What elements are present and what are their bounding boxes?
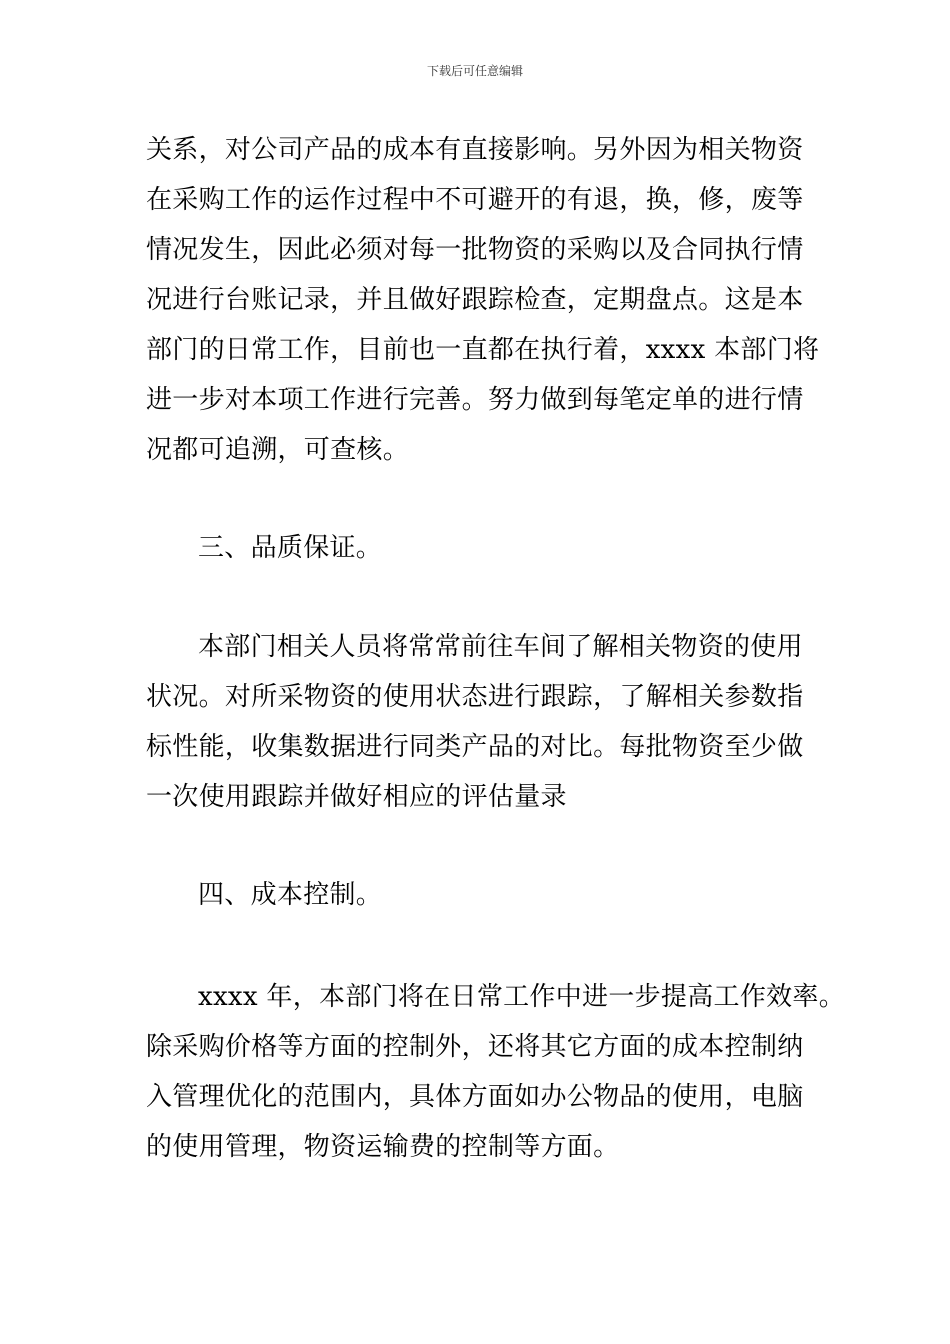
text-line: 的使用管理，物资运输费的控制等方面。 xyxy=(146,1132,620,1162)
text-line: 入管理优化的范围内，具体方面如办公物品的使用，电脑 xyxy=(146,1082,804,1112)
text-line: 状况。对所采物资的使用状态进行跟踪，了解相关参数指 xyxy=(146,682,804,712)
text-line: 情况发生，因此必须对每一批物资的采购以及合同执行情 xyxy=(146,235,804,265)
text-line: 在采购工作的运作过程中不可避开的有退，换，修，废等 xyxy=(146,185,804,215)
text-line: 进一步对本项工作进行完善。努力做到每笔定单的进行情 xyxy=(146,385,804,415)
text-line: xxxx 年，本部门将在日常工作中进一步提高工作效率。 xyxy=(198,982,846,1012)
text-line: 况都可追溯，可查核。 xyxy=(146,435,410,465)
text-line: 标性能，收集数据进行同类产品的对比。每批物资至少做 xyxy=(146,732,804,762)
section-heading-cost-control: 四、成本控制。 xyxy=(198,880,383,910)
text-line: 一次使用跟踪并做好相应的评估量录 xyxy=(146,782,567,812)
text-line: 部门的日常工作，目前也一直都在执行着，xxxx 本部门将 xyxy=(146,335,820,365)
page-header: 下载后可任意编辑 xyxy=(426,64,523,78)
text-line: 关系，对公司产品的成本有直接影响。另外因为相关物资 xyxy=(146,135,804,165)
text-line: 除采购价格等方面的控制外，还将其它方面的成本控制纳 xyxy=(146,1032,804,1062)
text-line: 况进行台账记录，并且做好跟踪检查，定期盘点。这是本 xyxy=(146,285,804,315)
text-line: 本部门相关人员将常常前往车间了解相关物资的使用 xyxy=(198,632,803,662)
section-heading-quality: 三、品质保证。 xyxy=(198,533,383,563)
